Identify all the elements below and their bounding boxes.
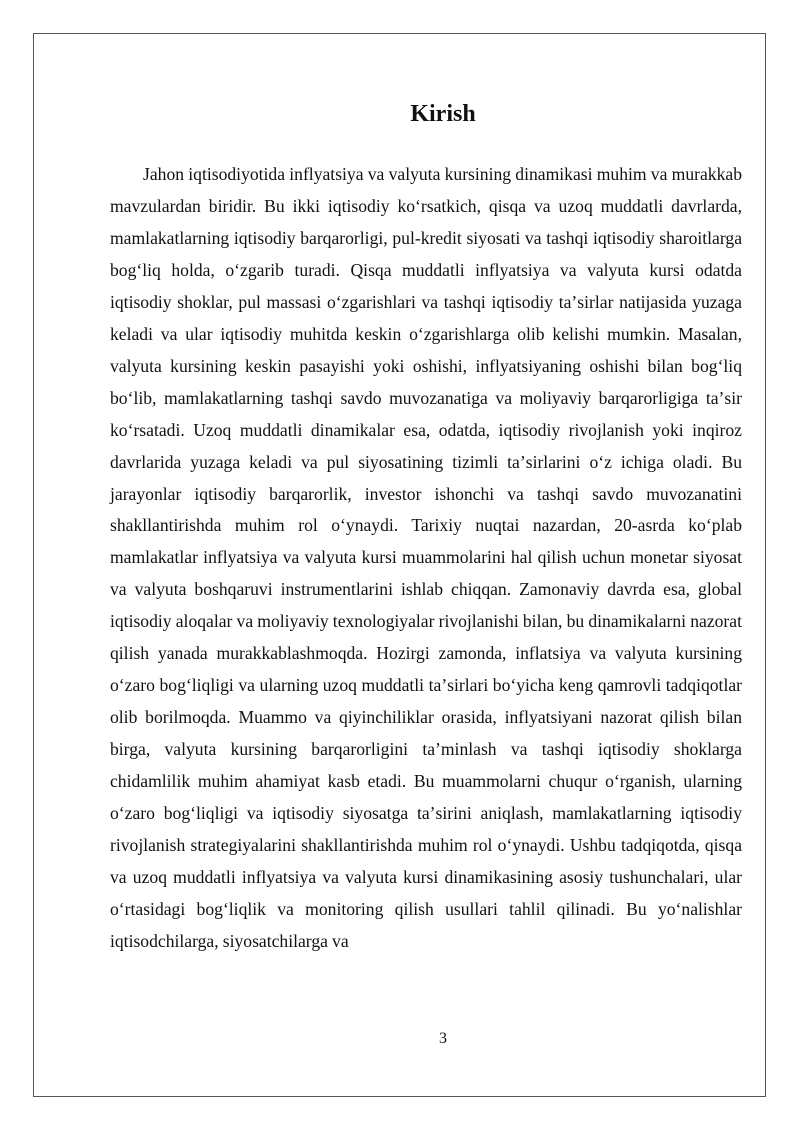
page-number: 3 [439, 1030, 447, 1047]
body-paragraph: Jahon iqtisodiyotida inflyatsiya va valyuta kursining dinamikasi muhim va murakkab mavzulardan biridir. Bu ikki iqtisodiy koʻrsatkich, qisqa va uzoq muddatli davrlarda, mamlakatlarning iqtisodiy barqarorligi, pul-kredit siyosati va tashqi iqtisodiy sharoitlarga bogʻliq holda, oʻzgarib turadi. Qisqa muddatli inflyatsiya va valyuta kursi odatda iqtisodiy shoklar, pul massasi oʻzgarishlari va tashqi iqtisodiy taʼsirlar natijasida yuzaga keladi va ular iqtisodiy muhitda keskin oʻzgarishlarga olib kelishi mumkin. Masalan, valyuta kursining keskin pasayishi yoki oshishi, inflyatsiyaning oshishi bilan bogʻliq boʻlib, mamlakatlarning tashqi savdo muvozanatiga va moliyaviy barqarorligiga taʼsir koʻrsatadi. Uzoq muddatli dinamikalar esa, odatda, iqtisodiy rivojlanish yoki inqiroz davrlarida yuzaga keladi va pul siyosatining tizimli taʼsirlarini oʻz ichiga oladi. Bu jarayonlar iqtisodiy barqarorlik, investor ishonchi va tashqi savdo muvozanatini shakllantirishda muhim rol oʻynaydi. Tarixiy nuqtai nazardan, 20-asrda koʻplab mamlakatlar inflyatsiya va valyuta kursi muammolarini hal qilish uchun monetar siyosat va valyuta boshqaruvi instrumentlarini ishlab chiqqan. Zamonaviy davrda esa, global iqtisodiy aloqalar va moliyaviy texnologiyalar rivojlanishi bilan, bu dinamikalarni nazorat qilish yanada murakkablashmoqda. Hozirgi zamonda, inflatsiya va valyuta kursining oʻzaro bogʻliqligi va ularning uzoq muddatli taʼsirlari boʻyicha keng qamrovli tadqiqotlar olib borilmoqda. Muammo va qiyinchiliklar orasida, inflyatsiyani nazorat qilish bilan birga, valyuta kursining barqarorligini taʼminlash va tashqi iqtisodiy shoklarga chidamlilik muhim ahamiyat kasb etadi. Bu muammolarni chuqur oʻrganish, ularning oʻzaro bogʻliqligi va iqtisodiy siyosatga taʼsirini aniqlash, mamlakatlarning iqtisodiy rivojlanish strategiyalarini shakllantirishda muhim rol oʻynaydi. Ushbu tadqiqotda, qisqa va uzoq muddatli inflyatsiya va valyuta kursi dinamikasining asosiy tushunchalari, ular oʻrtasidagi bogʻliqlik va monitoring qilish usullari tahlil qilinadi. Bu yoʻnalishlar iqtisodchilarga, siyosatchilarga va [110, 164, 742, 951]
page-title: Kirish [410, 101, 476, 127]
